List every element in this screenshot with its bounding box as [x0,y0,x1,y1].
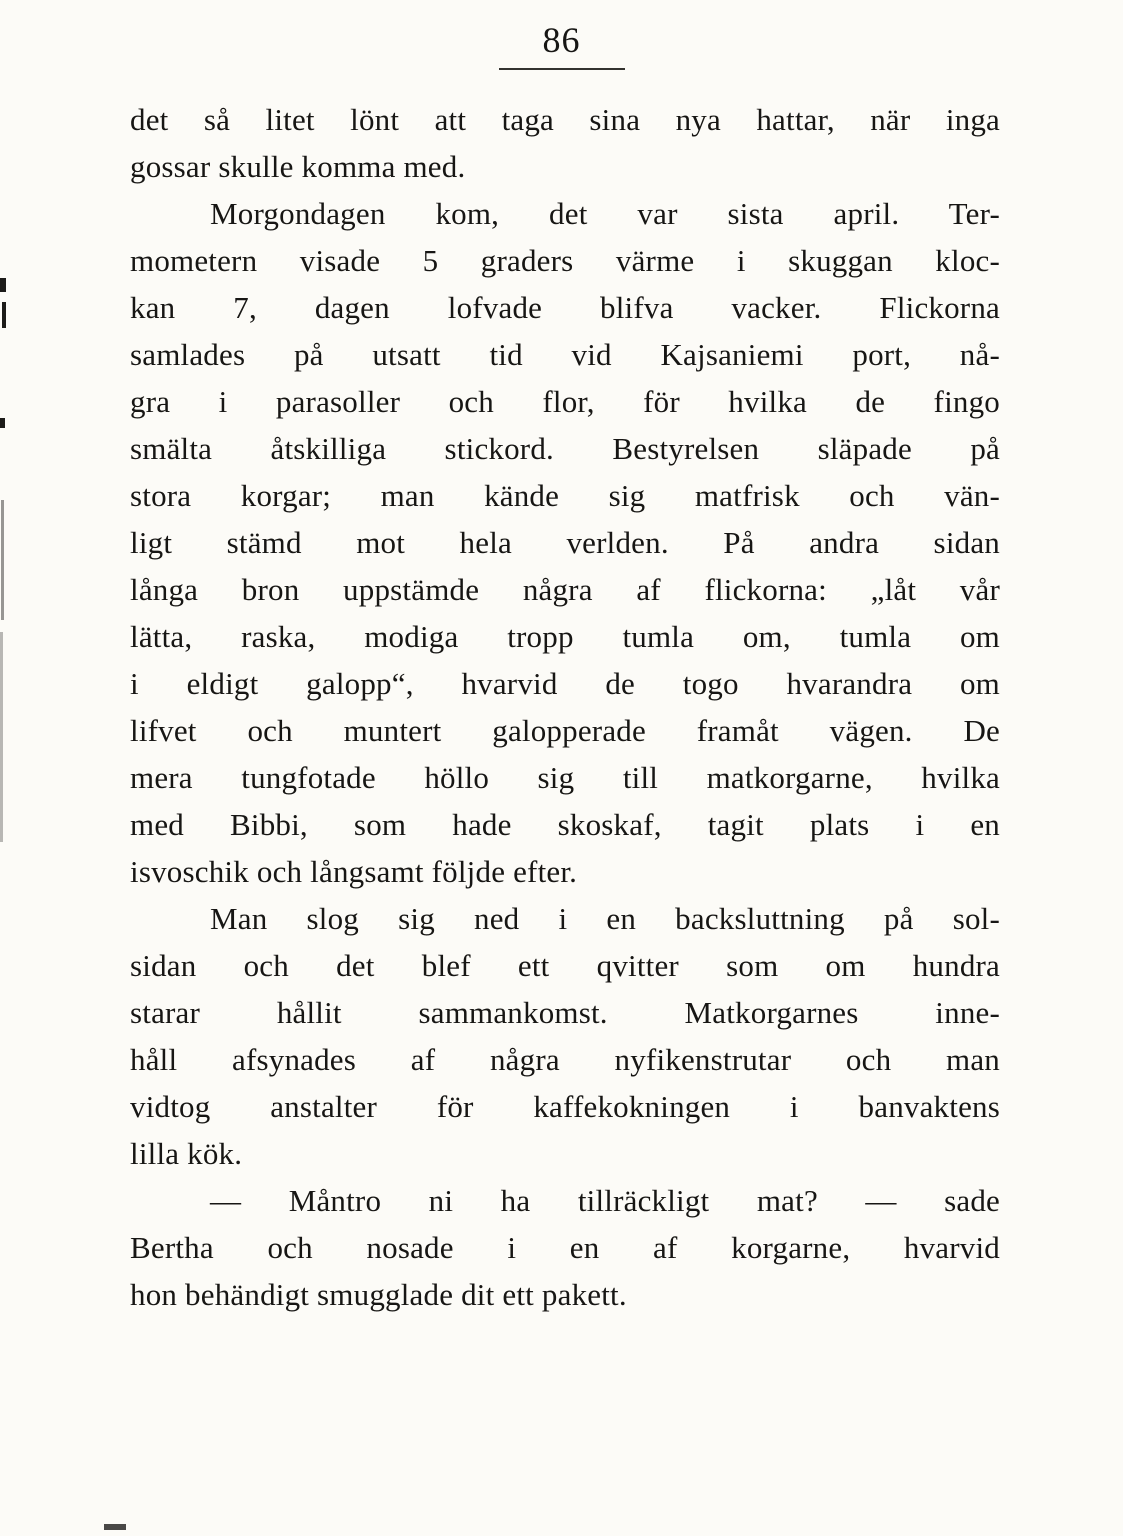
text-line: starar hållit sammankomst. Matkorgarnes inne- [130,995,1000,1030]
text-line: gossar skulle komma med. [130,149,466,184]
scan-artifact [1,500,4,620]
text-line: mera tungfotade höllo sig till matkorgarne, hvilka [130,760,1000,795]
text-line: lätta, raska, modiga tropp tumla om, tumla om [130,619,1000,654]
text-line: ligt stämd mot hela verlden. På andra sidan [130,525,1000,560]
text-line: det så litet lönt att taga sina nya hattar, när inga [130,102,1000,137]
text-line: gra i parasoller och flor, för hvilka de fingo [130,384,1000,419]
text-line: Morgondagen kom, det var sista april. Ter- [210,196,1000,231]
scan-artifact [0,632,3,842]
text-block [130,96,1000,1318]
scan-artifact [2,302,6,328]
text-line: samlades på utsatt tid vid Kajsaniemi port, nå- [130,337,1000,372]
text-line: hon behändigt smugglade dit ett pakett. [130,1277,627,1312]
text-line: långa bron uppstämde några af flickorna: „låt vår [130,572,1000,607]
text-line: lilla kök. [130,1136,243,1171]
page-header [0,0,1123,70]
text-line: kan 7, dagen lofvade blifva vacker. Flickorna [130,290,1000,325]
text-line: isvoschik och långsamt följde efter. [130,854,578,889]
text-line: Man slog sig ned i en backsluttning på sol- [210,901,1000,936]
text-line: Bertha och nosade i en af korgarne, hvarvid [130,1230,1000,1265]
scan-artifact [0,278,6,292]
text-line: mometern visade 5 graders värme i skuggan kloc- [130,243,1000,278]
scan-artifact [104,1524,126,1530]
text-line: vidtog anstalter för kaffekokningen i banvaktens [130,1089,1000,1124]
text-line: stora korgar; man kände sig matfrisk och vän- [130,478,1000,513]
text-line: sidan och det blef ett qvitter som om hundra [130,948,1000,983]
text-line: lifvet och muntert galopperade framåt vägen. De [130,713,1000,748]
text-line: med Bibbi, som hade skoskaf, tagit plats i en [130,807,1000,842]
page-number: 86 [499,20,625,70]
text-line: — Måntro ni ha tillräckligt mat? — sade [210,1183,1000,1218]
text-line: håll afsynades af några nyfikenstrutar och man [130,1042,1000,1077]
text-line: smälta åtskilliga stickord. Bestyrelsen släpade på [130,431,1000,466]
scan-artifact [0,418,5,428]
text-line: i eldigt galopp“, hvarvid de togo hvarandra om [130,666,1000,701]
